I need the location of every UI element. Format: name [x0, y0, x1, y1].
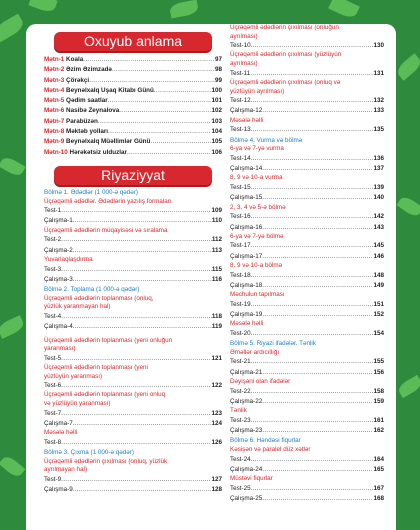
leader-dots: [150, 137, 211, 147]
reading-item-label: Mətn-5: [44, 97, 65, 105]
leader-dots: [251, 329, 374, 339]
leader-dots: [262, 397, 373, 407]
section-heading: Bölmə 2. Toplama (1 000-ə qədər): [44, 286, 140, 294]
reading-item-label: Mətn-2: [44, 66, 65, 74]
toc-entry[interactable]: [230, 465, 384, 475]
reading-section-banner: Oxuyub anlama: [54, 32, 212, 51]
toc-entry[interactable]: [230, 329, 384, 339]
page-number: 128: [211, 486, 222, 494]
toc-entry[interactable]: [44, 419, 222, 429]
reading-item[interactable]: [44, 55, 222, 65]
page-number: 152: [373, 311, 384, 319]
page-number: 132: [373, 97, 384, 105]
entry-title: Test-21: [230, 358, 251, 366]
entry-title: Test-14: [230, 154, 251, 162]
reading-list: [44, 55, 222, 158]
toc-entry[interactable]: [44, 475, 222, 485]
page-number: 140: [373, 194, 384, 202]
topic-heading: 2, 3, 4 və 5-ə bölmə: [230, 203, 286, 211]
leader-dots: [251, 154, 374, 164]
reading-item[interactable]: [44, 127, 222, 137]
entry-title: Test-25: [230, 484, 251, 492]
page-number: 159: [373, 397, 384, 405]
leader-dots: [251, 183, 374, 193]
toc-entry[interactable]: [44, 322, 222, 332]
topic-heading: Kəsişən və paralel düz xətlər: [230, 446, 311, 453]
leader-dots: [262, 465, 373, 475]
leaf-decoration: [396, 194, 420, 218]
topic-heading: Üçrəqəmli ədədlərin toplanması (onluq,: [44, 294, 154, 302]
leader-dots: [262, 252, 373, 262]
topic-heading: 8, 9 və 10-a vurma: [230, 174, 283, 182]
toc-entry[interactable]: [230, 154, 384, 164]
reading-item-name: Qədim saatlar: [66, 97, 108, 105]
topic-heading: Üçrəqəmli ədədlərin çıxılması (onluq və: [230, 78, 341, 86]
page-number: 124: [211, 419, 222, 427]
entry-title: Çalışma-24: [230, 465, 263, 473]
toc-entry[interactable]: [230, 300, 384, 310]
page-number: 113: [211, 246, 222, 254]
leader-dots: [251, 96, 374, 106]
toc-entry[interactable]: [44, 216, 222, 226]
toc-entry[interactable]: [44, 265, 222, 275]
section-heading: Bölmə 4. Vurma və bölmə: [230, 136, 303, 144]
page-number: 131: [373, 69, 384, 77]
page-number: 162: [373, 427, 384, 435]
page-number: 99: [214, 76, 222, 84]
reading-item[interactable]: [44, 96, 222, 106]
entry-title: Çalışma-17: [230, 252, 263, 260]
toc-entry[interactable]: [230, 455, 384, 465]
entry-title: Test-15: [230, 184, 251, 192]
entry-title: Test-4: [44, 312, 62, 320]
entry-title: Çalışma-3: [44, 275, 73, 283]
reading-item-label: Mətn-4: [44, 86, 65, 94]
leader-dots: [108, 96, 212, 106]
leader-dots: [108, 127, 211, 137]
leaf-decoration: [328, 0, 360, 20]
topic-heading: Məsələ həlli: [230, 320, 264, 328]
leader-dots: [251, 387, 374, 397]
reading-item-name: Məktəb yolları: [66, 128, 109, 136]
leader-dots: [262, 494, 373, 504]
reading-item-name: Çörəkçi: [66, 76, 90, 84]
reading-item-label: Mətn-8: [44, 128, 65, 136]
page-number: 133: [373, 107, 384, 115]
reading-item-label: Mətn-1: [44, 56, 65, 63]
leader-dots: [251, 455, 374, 465]
leader-dots: [61, 381, 211, 391]
toc-entry[interactable]: [230, 223, 384, 233]
leader-dots: [262, 368, 373, 378]
toc-entry[interactable]: [230, 193, 384, 203]
reading-item[interactable]: [44, 117, 222, 127]
leader-dots: [251, 416, 374, 426]
topic-heading: Üçrəqəmli ədədlərin toplanması (yeni onluq: [44, 391, 166, 399]
reading-item[interactable]: [44, 65, 222, 75]
page-number: 122: [211, 382, 222, 390]
page-number: 149: [373, 281, 384, 289]
toc-entry[interactable]: [230, 271, 384, 281]
reading-item-name: Beynəlxalq Uşaq Kitabı Günü: [66, 86, 154, 94]
page-number: 127: [211, 475, 222, 483]
page-number: 103: [211, 117, 222, 125]
leader-dots: [98, 117, 212, 127]
topic-heading: Dəyişəni olan ifadələr: [230, 378, 291, 386]
leader-dots: [251, 484, 374, 494]
leaf-decoration: [0, 155, 26, 178]
leader-dots: [61, 312, 212, 322]
leaf-decoration: [0, 454, 25, 479]
leader-dots: [262, 281, 373, 291]
topic-heading: Üçrəqəmli ədədlərin toplanması (yeni: [44, 363, 148, 371]
entry-title: Test-23: [230, 416, 251, 424]
leader-dots: [262, 164, 373, 174]
topic-heading: Üçrəqəmli ədədlərin toplanması (yeni onluğun: [44, 336, 173, 344]
page-number: 118: [211, 312, 222, 320]
page-number: 148: [373, 271, 384, 279]
topic-heading: və yüzlüyün yaranması): [44, 400, 111, 408]
leader-dots: [61, 265, 212, 275]
toc-entry[interactable]: [44, 246, 222, 256]
toc-entry[interactable]: [230, 41, 384, 51]
leaf-decoration: [396, 375, 420, 398]
topic-heading: 6-ya və 7-yə vurma: [230, 145, 284, 153]
entry-title: Çalışma-7: [44, 419, 73, 427]
page-number: 126: [211, 438, 222, 446]
toc-entry[interactable]: [44, 235, 222, 245]
toc-entry[interactable]: [230, 241, 384, 251]
topic-heading: Yuvarlaqlaşdırma: [44, 255, 93, 263]
leader-dots: [61, 206, 211, 216]
entry-title: Test-6: [44, 382, 62, 390]
page-number: 154: [373, 329, 384, 337]
toc-entry[interactable]: [230, 281, 384, 291]
topic-heading: yüzlük yaranmayan hal): [44, 303, 111, 311]
toc-entry[interactable]: [230, 183, 384, 193]
page-number: 119: [211, 323, 222, 331]
page-number: 115: [211, 265, 222, 273]
left-column: [44, 24, 222, 496]
leader-dots: [73, 275, 212, 285]
topic-heading: yüzlüyün yaranması): [44, 372, 103, 380]
page-number: 139: [373, 184, 384, 192]
page-number: 155: [373, 358, 384, 366]
page-number: 161: [373, 416, 384, 424]
math-left-list: [44, 188, 222, 496]
reading-item-name: Beynəlxalq Müəllimlər Günü: [66, 138, 151, 146]
leader-dots: [251, 212, 374, 222]
topic-heading: Müstəvi fiqurlar: [230, 475, 273, 483]
entry-title: Çalışma-2: [44, 246, 73, 254]
entry-title: Çalışma-9: [44, 486, 73, 494]
page-number: 146: [373, 252, 384, 260]
toc-entry[interactable]: [230, 397, 384, 407]
leader-dots: [73, 419, 212, 429]
leader-dots: [251, 125, 374, 135]
topic-heading: Məsələ həlli: [230, 116, 264, 124]
entry-title: Çalışma-15: [230, 194, 263, 202]
section-heading: Bölmə 5. Riyazi ifadələr. Tənlik: [230, 340, 316, 348]
toc-entry[interactable]: [230, 125, 384, 135]
topic-heading: Üçrəqəmli ədədlər. Ədədlərin yazılış formaları: [44, 197, 172, 205]
page-number: 167: [373, 484, 384, 492]
entry-title: Test-8: [44, 438, 62, 446]
topic-heading: Tənlik: [230, 407, 247, 415]
entry-title: Test-9: [44, 475, 62, 483]
toc-entry[interactable]: [230, 387, 384, 397]
leaf-decoration: [0, 14, 26, 43]
contents-page: [26, 24, 396, 530]
leader-dots: [262, 310, 373, 320]
toc-entry[interactable]: [230, 426, 384, 436]
topic-heading: ayrılması): [230, 32, 258, 40]
leader-dots: [89, 76, 215, 86]
section-heading: Bölmə 3. Çıxma (1 000-ə qədər): [44, 449, 134, 457]
page-number: 112: [211, 236, 222, 244]
leaf-decoration: [395, 53, 420, 80]
topic-heading: ayrılması): [230, 60, 258, 68]
page-number: 116: [211, 275, 222, 283]
topic-heading: ayrılmayan hal): [44, 466, 88, 474]
page-number: 109: [211, 207, 222, 215]
toc-entry[interactable]: [230, 310, 384, 320]
entry-title: Test-20: [230, 329, 251, 337]
leader-dots: [262, 193, 373, 203]
page-number: 100: [211, 86, 222, 94]
entry-title: Çalışma-16: [230, 223, 263, 231]
leader-dots: [61, 409, 211, 419]
entry-title: Test-2: [44, 236, 62, 244]
topic-heading: 6-ya və 7-yə bölmə: [230, 232, 284, 240]
toc-entry[interactable]: [230, 484, 384, 494]
leader-dots: [119, 106, 211, 116]
toc-entry[interactable]: [230, 494, 384, 504]
entry-title: Test-16: [230, 213, 251, 221]
section-heading: Bölmə 1. Ədədlər (1 000-ə qədər): [44, 188, 138, 196]
entry-title: Çalışma-19: [230, 311, 263, 319]
leader-dots: [112, 65, 215, 75]
toc-entry[interactable]: [230, 96, 384, 106]
topic-heading: Məsələ həlli: [44, 429, 78, 437]
toc-entry[interactable]: [230, 368, 384, 378]
page-number: 143: [373, 223, 384, 231]
page-number: 156: [373, 368, 384, 376]
leader-dots: [251, 300, 374, 310]
entry-title: Çalışma-21: [230, 368, 263, 376]
entry-title: Çalışma-23: [230, 427, 263, 435]
topic-heading: 8, 9 və 10-a bölmə: [230, 261, 283, 269]
page-number: 130: [373, 42, 384, 50]
page-number: 165: [373, 465, 384, 473]
page-number: 164: [373, 455, 384, 463]
leader-dots: [251, 41, 374, 51]
leader-dots: [251, 357, 374, 367]
toc-entry[interactable]: [44, 438, 222, 448]
page-number: 142: [373, 213, 384, 221]
leaf-decoration: [169, 0, 199, 18]
reading-item-label: Mətn-9: [44, 138, 65, 146]
page-number: 110: [211, 217, 222, 225]
entry-title: Çalışma-12: [230, 107, 263, 115]
page-number: 123: [211, 409, 222, 417]
page-number: 106: [211, 148, 222, 156]
entry-title: Çalışma-25: [230, 495, 263, 503]
reading-item-name: Əzim Əzimzadə: [66, 66, 112, 74]
topic-heading: Üçrəqəmli ədədlərin çıxılması (yüzlüyün: [230, 51, 342, 59]
reading-item-name: Parabüzən: [66, 117, 98, 125]
reading-item[interactable]: [44, 86, 222, 96]
entry-title: Çalışma-22: [230, 397, 263, 405]
leader-dots: [262, 223, 373, 233]
reading-item-name: Hərəkətsiz ulduzlar: [69, 148, 127, 156]
entry-title: Çalışma-14: [230, 165, 263, 173]
toc-entry[interactable]: [230, 106, 384, 116]
page-number: 102: [211, 107, 222, 115]
section-heading: Bölmə 6. Həndəsi fiqurlar: [230, 437, 301, 445]
toc-entry[interactable]: [44, 409, 222, 419]
leader-dots: [61, 354, 211, 364]
leader-dots: [251, 271, 374, 281]
reading-item[interactable]: [44, 148, 222, 158]
page-number: 145: [373, 242, 384, 250]
page-number: 121: [211, 354, 222, 362]
reading-item-name: Nasibə Zeynalova: [66, 107, 120, 115]
reading-item[interactable]: [44, 137, 222, 147]
toc-entry[interactable]: [44, 206, 222, 216]
entry-title: Test-1: [44, 207, 62, 215]
page-number: 101: [211, 97, 222, 105]
topic-heading: yüzlüyün ayrılması): [230, 87, 285, 95]
topic-heading: Məchulun tapılması: [230, 291, 285, 299]
leader-dots: [262, 426, 373, 436]
entry-title: Test-11: [230, 69, 251, 77]
entry-title: Test-3: [44, 265, 62, 273]
entry-title: Test-22: [230, 387, 251, 395]
reading-item-name: Koala: [66, 56, 84, 63]
leader-dots: [61, 235, 212, 245]
math-section-banner: Riyaziyyat: [54, 166, 212, 185]
reading-item-label: Mətn-3: [44, 76, 65, 84]
topic-heading: Üçrəqəmli ədədlərin çıxılması (onluğun: [230, 24, 339, 31]
page-number: 105: [211, 138, 222, 146]
entry-title: Test-12: [230, 97, 251, 105]
toc-entry[interactable]: [230, 69, 384, 79]
entry-title: Test-24: [230, 455, 251, 463]
reading-item[interactable]: [44, 76, 222, 86]
page-number: 104: [211, 128, 222, 136]
topic-heading: Üçrəqəmli ədədlərin çıxılması (onluq, yüzlük: [44, 457, 168, 465]
toc-entry[interactable]: [230, 212, 384, 222]
leader-dots: [61, 438, 211, 448]
entry-title: Test-10: [230, 42, 251, 50]
page-number: 137: [373, 165, 384, 173]
entry-title: Test-17: [230, 242, 251, 250]
toc-entry[interactable]: [230, 357, 384, 367]
leader-dots: [250, 69, 373, 79]
leader-dots: [73, 322, 212, 332]
page-number: 135: [373, 126, 384, 134]
leader-dots: [262, 106, 373, 116]
toc-entry[interactable]: [230, 164, 384, 174]
leader-dots: [73, 246, 212, 256]
entry-title: Çalışma-1: [44, 217, 73, 225]
page-number: 98: [214, 66, 222, 74]
page-number: 136: [373, 154, 384, 162]
leaf-decoration: [28, 0, 57, 14]
topic-heading: yaranması): [44, 345, 76, 353]
leader-dots: [83, 55, 215, 65]
page-number: 97: [214, 56, 222, 63]
reading-item-label: Mətn-10: [44, 148, 68, 156]
page-number: 151: [373, 300, 384, 308]
toc-entry[interactable]: [44, 485, 222, 495]
entry-title: Test-18: [230, 271, 251, 279]
toc-entry[interactable]: [230, 416, 384, 426]
math-right-list: [230, 24, 384, 504]
toc-entry[interactable]: [44, 381, 222, 391]
entry-title: Çalışma-18: [230, 281, 263, 289]
toc-entry[interactable]: [44, 312, 222, 322]
toc-entry[interactable]: [230, 252, 384, 262]
reading-item-label: Mətn-7: [44, 117, 65, 125]
page-number: 158: [373, 387, 384, 395]
leader-dots: [73, 216, 212, 226]
leader-dots: [127, 148, 212, 158]
leader-dots: [61, 475, 211, 485]
toc-entry[interactable]: [44, 354, 222, 364]
entry-title: Çalışma-4: [44, 323, 73, 331]
page-number: 168: [373, 495, 384, 503]
leader-dots: [73, 485, 212, 495]
entry-title: Test-13: [230, 126, 251, 134]
entry-title: Test-7: [44, 409, 62, 417]
topic-heading: Əməllər ardıcıllığı: [230, 348, 280, 356]
entry-title: Test-5: [44, 354, 62, 362]
toc-entry[interactable]: [44, 275, 222, 285]
reading-item-label: Mətn-6: [44, 107, 65, 115]
leaf-decoration: [0, 315, 26, 339]
entry-title: Test-19: [230, 300, 251, 308]
leader-dots: [154, 86, 212, 96]
topic-heading: Üçrəqəmli ədədlərin müqayisəsi və sıralama: [44, 226, 168, 234]
leader-dots: [251, 241, 374, 251]
reading-item[interactable]: [44, 106, 222, 116]
right-column: [230, 24, 384, 504]
